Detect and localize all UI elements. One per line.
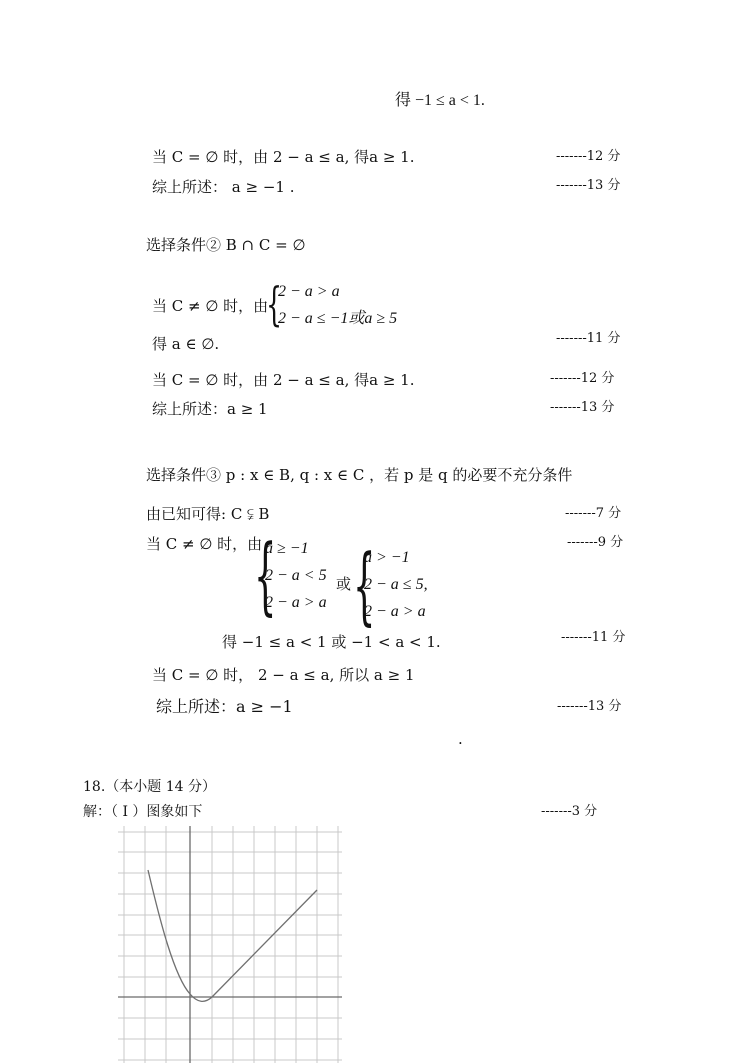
system-3b-row-3: 2 − a > a <box>364 603 426 620</box>
score-11-c: -------11 分 <box>561 630 626 645</box>
system-3b-row-1: a > −1 <box>364 549 410 566</box>
score-12-b: -------12 分 <box>550 371 615 386</box>
system-3b-row-2: 2 − a ≤ 5, <box>364 576 428 593</box>
condition-3-heading: 选择条件③ p : x ∈ B, q : x ∈ C ，若 p 是 q 的必要不充分条件 <box>146 466 573 484</box>
result-line-1: 得 −1 ≤ a < 1. <box>395 92 485 109</box>
nonempty-case-prefix-2: 当 C ≠ ∅ 时，由 <box>152 297 269 315</box>
brace-system-2: { <box>266 277 283 331</box>
empty-case-line-3: 当 C = ∅ 时， 2 − a ≤ a, 所以 a ≥ 1 <box>152 666 415 684</box>
curve-left-branch <box>148 870 212 1001</box>
score-12-a: -------12 分 <box>556 149 621 164</box>
graph-axes <box>118 826 342 1063</box>
summary-line-3: 综上所述：a ≥ −1 <box>156 697 293 716</box>
brace-system-3a: { <box>254 526 277 624</box>
score-3: -------3 分 <box>541 804 598 819</box>
nonempty-case-prefix-3: 当 C ≠ ∅ 时，由 <box>146 535 263 553</box>
empty-case-line-2: 当 C = ∅ 时，由 2 − a ≤ a, 得a ≥ 1. <box>152 371 415 389</box>
score-13-c: -------13 分 <box>557 699 622 714</box>
system-2-row-2: 2 − a ≤ −1或a ≥ 5 <box>278 310 398 327</box>
score-9: -------9 分 <box>567 535 624 550</box>
known-subset-line: 由已知可得: C ⫋ B <box>146 505 270 523</box>
system-3a-row-3: 2 − a > a <box>265 594 327 611</box>
result-empty-set: 得 a ∈ ∅. <box>152 335 220 353</box>
system-3a-row-2: 2 − a < 5 <box>265 567 327 584</box>
condition-2-heading: 选择条件② B ∩ C = ∅ <box>146 236 306 254</box>
or-connector: 或 <box>336 575 352 593</box>
function-graph <box>118 826 346 1063</box>
summary-line-2: 综上所述：a ≥ 1 <box>152 400 268 418</box>
line-right-branch <box>212 890 317 997</box>
result-line-3: 得 −1 ≤ a < 1 或 −1 < a < 1. <box>222 633 441 651</box>
graph-grid <box>118 826 342 1063</box>
problem-18-heading: 18.（本小题 14 分） <box>83 779 216 795</box>
summary-line-1: 综上所述： a ≥ −1 . <box>152 178 295 196</box>
system-2-row-1: 2 − a > a <box>278 283 340 300</box>
stray-dot: . <box>458 730 463 748</box>
system-3a-row-1: a ≥ −1 <box>265 540 309 557</box>
score-13-a: -------13 分 <box>556 178 621 193</box>
brace-system-3b: { <box>353 536 376 634</box>
score-11-b: -------11 分 <box>556 331 621 346</box>
score-13-b: -------13 分 <box>550 400 615 415</box>
empty-case-line-1: 当 C = ∅ 时，由 2 − a ≤ a, 得a ≥ 1. <box>152 148 415 166</box>
score-7: -------7 分 <box>565 506 622 521</box>
solution-intro: 解：（ I ）图象如下 <box>83 804 203 820</box>
